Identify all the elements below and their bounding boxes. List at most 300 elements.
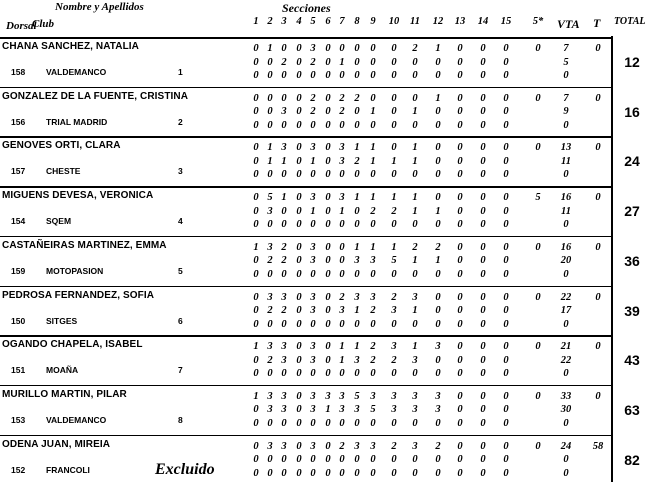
section-score: 0 <box>253 368 259 380</box>
section-score: 2 <box>339 92 345 104</box>
section-score: 0 <box>296 192 302 204</box>
vta-value: 33 <box>560 390 572 402</box>
section-score: 3 <box>339 404 345 416</box>
section-score: 0 <box>503 417 509 429</box>
section-number: 7 <box>339 16 345 27</box>
section-score: 1 <box>267 142 273 154</box>
section-score: 0 <box>296 305 302 316</box>
section-score: 0 <box>435 119 441 131</box>
section-score: 5 <box>267 192 273 204</box>
section-score: 2 <box>354 92 360 104</box>
section-score: 3 <box>267 291 273 303</box>
rider-separator <box>0 186 612 188</box>
section-score: 1 <box>325 404 331 416</box>
section-score: 0 <box>480 56 486 68</box>
cinco-value: 0 <box>535 291 541 303</box>
section-score: 0 <box>435 142 441 154</box>
section-score: 0 <box>267 268 273 280</box>
section-score: 0 <box>296 106 302 118</box>
section-score: 3 <box>267 205 273 217</box>
section-score: 5 <box>370 404 376 416</box>
section-score: 1 <box>281 155 287 167</box>
section-score: 0 <box>267 70 273 81</box>
section-score: 0 <box>457 368 463 380</box>
section-score: 3 <box>267 440 273 452</box>
section-score: 1 <box>339 205 345 217</box>
vta-value: 22 <box>560 354 572 366</box>
section-score: 2 <box>354 155 360 167</box>
section-score: 1 <box>435 255 441 267</box>
section-score: 3 <box>281 440 287 452</box>
cinco-value: 0 <box>535 43 541 54</box>
section-score: 0 <box>267 454 273 466</box>
section-score: 0 <box>253 305 259 316</box>
section-score: 0 <box>281 467 287 479</box>
section-score: 0 <box>325 169 331 181</box>
cinco-value: 0 <box>535 390 541 402</box>
section-score: 0 <box>480 70 486 81</box>
section-score: 0 <box>281 70 287 81</box>
section-score: 2 <box>370 341 376 353</box>
section-score: 0 <box>503 219 509 231</box>
section-score: 0 <box>296 169 302 181</box>
section-score: 0 <box>310 268 316 280</box>
section-score: 0 <box>457 318 463 330</box>
section-score: 3 <box>310 255 316 267</box>
section-score: 2 <box>370 305 376 316</box>
vta-value: 11 <box>561 155 571 167</box>
section-score: 1 <box>391 192 397 204</box>
section-score: 0 <box>503 368 509 380</box>
section-score: 0 <box>457 169 463 181</box>
vta-value: 0 <box>563 454 569 466</box>
section-score: 0 <box>370 467 376 479</box>
section-score: 0 <box>370 454 376 466</box>
section-score: 0 <box>325 454 331 466</box>
section-score: 0 <box>370 119 376 131</box>
section-score: 0 <box>253 467 259 479</box>
section-score: 0 <box>457 192 463 204</box>
section-score: 0 <box>503 43 509 54</box>
section-score: 3 <box>354 440 360 452</box>
section-score: 0 <box>412 92 418 104</box>
section-score: 0 <box>457 305 463 316</box>
rider-club: VALDEMANCO <box>46 67 107 77</box>
section-score: 0 <box>457 92 463 104</box>
total-value: 24 <box>624 153 640 170</box>
section-score: 1 <box>412 205 418 217</box>
rider-separator <box>0 435 612 437</box>
section-score: 0 <box>457 255 463 267</box>
section-score: 0 <box>354 268 360 280</box>
section-score: 1 <box>412 341 418 353</box>
section-score: 0 <box>325 155 331 167</box>
section-score: 3 <box>435 390 441 402</box>
section-score: 0 <box>325 56 331 68</box>
section-score: 0 <box>503 305 509 316</box>
section-score: 0 <box>267 318 273 330</box>
section-score: 3 <box>281 390 287 402</box>
section-score: 3 <box>310 43 316 54</box>
section-score: 0 <box>267 417 273 429</box>
section-score: 0 <box>339 241 345 253</box>
section-score: 0 <box>339 318 345 330</box>
section-score: 0 <box>391 169 397 181</box>
vta-value: 0 <box>563 318 569 330</box>
section-score: 0 <box>480 169 486 181</box>
section-score: 2 <box>281 241 287 253</box>
section-score: 2 <box>412 43 418 54</box>
section-score: 0 <box>354 43 360 54</box>
section-score: 0 <box>503 354 509 366</box>
section-score: 0 <box>480 43 486 54</box>
section-score: 0 <box>457 417 463 429</box>
vta-value: 5 <box>563 56 569 68</box>
section-score: 0 <box>325 142 331 154</box>
section-score: 0 <box>253 92 259 104</box>
section-score: 0 <box>253 119 259 131</box>
section-score: 2 <box>412 241 418 253</box>
section-score: 0 <box>370 92 376 104</box>
section-score: 0 <box>503 241 509 253</box>
rider-position: 5 <box>178 265 183 276</box>
section-score: 3 <box>391 390 397 402</box>
vta-value: 13 <box>560 142 572 154</box>
section-score: 3 <box>310 341 316 353</box>
section-score: 0 <box>310 169 316 181</box>
section-score: 0 <box>412 169 418 181</box>
section-score: 0 <box>339 454 345 466</box>
section-score: 3 <box>325 390 331 402</box>
section-score: 0 <box>253 205 259 217</box>
section-number: 3 <box>281 16 287 27</box>
rider-club: SITGES <box>46 315 78 326</box>
section-score: 0 <box>391 454 397 466</box>
section-score: 0 <box>281 318 287 330</box>
section-score: 2 <box>391 205 397 217</box>
t-value: 58 <box>592 440 604 452</box>
section-score: 0 <box>354 56 360 68</box>
section-score: 3 <box>310 305 316 316</box>
section-score: 0 <box>435 169 441 181</box>
section-score: 0 <box>253 70 259 81</box>
section-score: 0 <box>412 467 418 479</box>
section-score: 5 <box>391 255 397 267</box>
section-score: 2 <box>339 291 345 303</box>
t-value: 0 <box>595 390 601 402</box>
section-score: 0 <box>435 318 441 330</box>
section-score: 2 <box>339 440 345 452</box>
section-score: 0 <box>457 404 463 416</box>
section-number: 1 <box>253 16 259 27</box>
section-score: 0 <box>457 155 463 167</box>
section-score: 0 <box>391 70 397 81</box>
section-score: 1 <box>253 241 259 253</box>
section-score: 2 <box>391 440 397 452</box>
section-score: 0 <box>296 241 302 253</box>
section-score: 0 <box>296 155 302 167</box>
section-score: 0 <box>310 467 316 479</box>
rider-separator <box>0 335 612 337</box>
section-score: 1 <box>370 241 376 253</box>
section-score: 3 <box>412 404 418 416</box>
section-score: 0 <box>281 454 287 466</box>
section-score: 0 <box>296 417 302 429</box>
section-score: 0 <box>480 368 486 380</box>
section-score: 0 <box>325 467 331 479</box>
section-score: 3 <box>310 241 316 253</box>
section-score: 0 <box>253 142 259 154</box>
section-score: 3 <box>435 341 441 353</box>
total-value: 82 <box>624 451 640 468</box>
section-score: 0 <box>480 341 486 353</box>
section-score: 1 <box>435 43 441 54</box>
section-score: 0 <box>457 43 463 54</box>
section-score: 0 <box>503 205 509 217</box>
section-score: 0 <box>435 268 441 280</box>
section-score: 0 <box>435 368 441 380</box>
t-value: 0 <box>595 341 601 353</box>
section-score: 0 <box>480 92 486 104</box>
section-score: 1 <box>412 255 418 267</box>
section-score: 2 <box>391 354 397 366</box>
cinco-value: 0 <box>535 241 541 253</box>
rider-position: 2 <box>178 116 183 127</box>
section-number: 8 <box>354 16 360 27</box>
section-score: 0 <box>296 454 302 466</box>
section-score: 0 <box>281 219 287 231</box>
section-score: 0 <box>339 219 345 231</box>
section-score: 0 <box>296 467 302 479</box>
section-score: 0 <box>503 404 509 416</box>
header-club: Club <box>32 18 55 30</box>
section-score: 1 <box>435 92 441 104</box>
section-score: 0 <box>339 43 345 54</box>
section-number: 5 <box>310 16 316 27</box>
section-score: 0 <box>435 219 441 231</box>
section-number: 6 <box>325 16 331 27</box>
section-score: 1 <box>354 341 360 353</box>
section-score: 2 <box>435 440 441 452</box>
section-score: 0 <box>412 268 418 280</box>
section-score: 0 <box>480 106 486 118</box>
section-score: 2 <box>370 354 376 366</box>
section-score: 0 <box>370 169 376 181</box>
section-score: 0 <box>480 318 486 330</box>
section-score: 0 <box>339 268 345 280</box>
section-score: 1 <box>339 341 345 353</box>
rider-club: VALDEMANCO <box>46 414 107 425</box>
total-value: 43 <box>624 352 640 369</box>
section-score: 0 <box>354 119 360 131</box>
section-score: 0 <box>325 440 331 452</box>
cinco-value: 0 <box>535 142 541 154</box>
section-score: 0 <box>503 155 509 167</box>
section-score: 0 <box>480 142 486 154</box>
section-score: 0 <box>267 106 273 118</box>
t-value: 0 <box>595 192 601 204</box>
section-score: 0 <box>457 219 463 231</box>
section-score: 1 <box>412 142 418 154</box>
section-score: 0 <box>503 106 509 118</box>
section-score: 0 <box>503 341 509 353</box>
section-score: 3 <box>370 291 376 303</box>
header-cinco: 5* <box>532 16 544 27</box>
section-number: 2 <box>267 16 273 27</box>
section-score: 0 <box>457 454 463 466</box>
section-score: 0 <box>435 155 441 167</box>
rider-club: MOTOPASION <box>46 265 104 276</box>
section-score: 1 <box>370 192 376 204</box>
section-score: 2 <box>391 291 397 303</box>
section-score: 0 <box>281 43 287 54</box>
section-score: 0 <box>503 318 509 330</box>
section-score: 0 <box>325 354 331 366</box>
section-score: 0 <box>480 390 486 402</box>
section-score: 0 <box>354 454 360 466</box>
section-score: 0 <box>391 56 397 68</box>
section-score: 0 <box>480 467 486 479</box>
section-score: 0 <box>339 70 345 81</box>
section-score: 3 <box>412 440 418 452</box>
section-score: 3 <box>281 404 287 416</box>
section-score: 0 <box>296 142 302 154</box>
section-score: 0 <box>354 106 360 118</box>
rider-club: SQEM <box>46 216 72 227</box>
section-score: 3 <box>370 390 376 402</box>
section-score: 0 <box>457 119 463 131</box>
section-score: 0 <box>503 268 509 280</box>
section-score: 0 <box>296 219 302 231</box>
section-score: 0 <box>391 417 397 429</box>
section-score: 0 <box>354 318 360 330</box>
section-score: 0 <box>281 368 287 380</box>
section-score: 0 <box>503 440 509 452</box>
rider-position: 6 <box>178 315 183 326</box>
rider-club: CHESTE <box>46 166 81 177</box>
section-score: 3 <box>412 291 418 303</box>
section-score: 0 <box>325 92 331 104</box>
section-score: 0 <box>281 205 287 217</box>
rider-dorsal: 159 <box>11 265 26 276</box>
section-score: 3 <box>339 305 345 316</box>
section-score: 0 <box>457 268 463 280</box>
section-score: 0 <box>457 341 463 353</box>
section-score: 3 <box>310 390 316 402</box>
section-score: 0 <box>370 368 376 380</box>
section-score: 2 <box>281 56 287 68</box>
section-score: 0 <box>457 440 463 452</box>
section-score: 0 <box>354 205 360 217</box>
vta-value: 9 <box>563 106 569 118</box>
section-score: 0 <box>296 291 302 303</box>
rider-position: 3 <box>178 166 183 177</box>
section-number: 15 <box>500 16 512 27</box>
rider-position: 7 <box>178 365 183 376</box>
total-value: 63 <box>624 401 640 418</box>
section-score: 1 <box>310 155 316 167</box>
section-score: 0 <box>391 92 397 104</box>
section-score: 0 <box>339 417 345 429</box>
header-nombre: Nombre y Apellidos <box>55 1 144 13</box>
section-score: 0 <box>480 417 486 429</box>
section-score: 0 <box>296 92 302 104</box>
section-score: 0 <box>435 454 441 466</box>
section-score: 3 <box>267 241 273 253</box>
section-score: 3 <box>310 291 316 303</box>
section-score: 0 <box>296 255 302 267</box>
section-score: 3 <box>354 255 360 267</box>
section-score: 3 <box>391 341 397 353</box>
section-score: 0 <box>281 268 287 280</box>
section-score: 0 <box>435 70 441 81</box>
rider-dorsal: 156 <box>11 116 26 127</box>
section-score: 0 <box>253 404 259 416</box>
section-score: 0 <box>391 368 397 380</box>
section-score: 0 <box>457 205 463 217</box>
header-vta: VTA <box>557 17 580 31</box>
section-score: 0 <box>325 241 331 253</box>
section-score: 0 <box>296 440 302 452</box>
rider-position: 4 <box>178 216 183 227</box>
section-score: 3 <box>310 192 316 204</box>
section-score: 0 <box>339 169 345 181</box>
section-score: 0 <box>391 43 397 54</box>
vta-value: 0 <box>563 268 569 280</box>
section-score: 0 <box>480 454 486 466</box>
section-score: 0 <box>503 454 509 466</box>
section-score: 0 <box>435 305 441 316</box>
section-score: 0 <box>457 241 463 253</box>
section-score: 0 <box>391 106 397 118</box>
section-score: 0 <box>253 155 259 167</box>
rider-name: PEDROSA FERNANDEZ, SOFIA <box>2 289 155 301</box>
rider-separator <box>0 236 612 238</box>
section-score: 2 <box>435 241 441 253</box>
section-score: 0 <box>296 70 302 81</box>
section-score: 0 <box>325 70 331 81</box>
section-score: 0 <box>339 255 345 267</box>
section-score: 0 <box>391 268 397 280</box>
section-score: 0 <box>354 169 360 181</box>
section-score: 2 <box>281 255 287 267</box>
section-score: 0 <box>480 268 486 280</box>
section-score: 0 <box>339 467 345 479</box>
vta-value: 0 <box>563 368 569 380</box>
section-score: 3 <box>281 106 287 118</box>
section-score: 3 <box>339 192 345 204</box>
rider-position: 1 <box>178 67 183 77</box>
header-secciones: Secciones <box>282 1 331 15</box>
section-score: 1 <box>370 155 376 167</box>
vta-value: 16 <box>560 241 572 253</box>
section-score: 3 <box>412 354 418 366</box>
section-score: 1 <box>412 106 418 118</box>
section-score: 0 <box>370 43 376 54</box>
vta-value: 16 <box>560 192 572 204</box>
section-score: 0 <box>310 318 316 330</box>
section-score: 3 <box>354 291 360 303</box>
section-score: 3 <box>267 390 273 402</box>
section-score: 2 <box>267 255 273 267</box>
cinco-value: 5 <box>535 192 541 204</box>
section-score: 0 <box>391 467 397 479</box>
section-score: 0 <box>391 219 397 231</box>
section-score: 0 <box>457 56 463 68</box>
vta-value: 0 <box>563 119 569 131</box>
section-score: 0 <box>325 268 331 280</box>
rider-name: CASTAÑEIRAS MARTINEZ, EMMA <box>2 239 167 251</box>
